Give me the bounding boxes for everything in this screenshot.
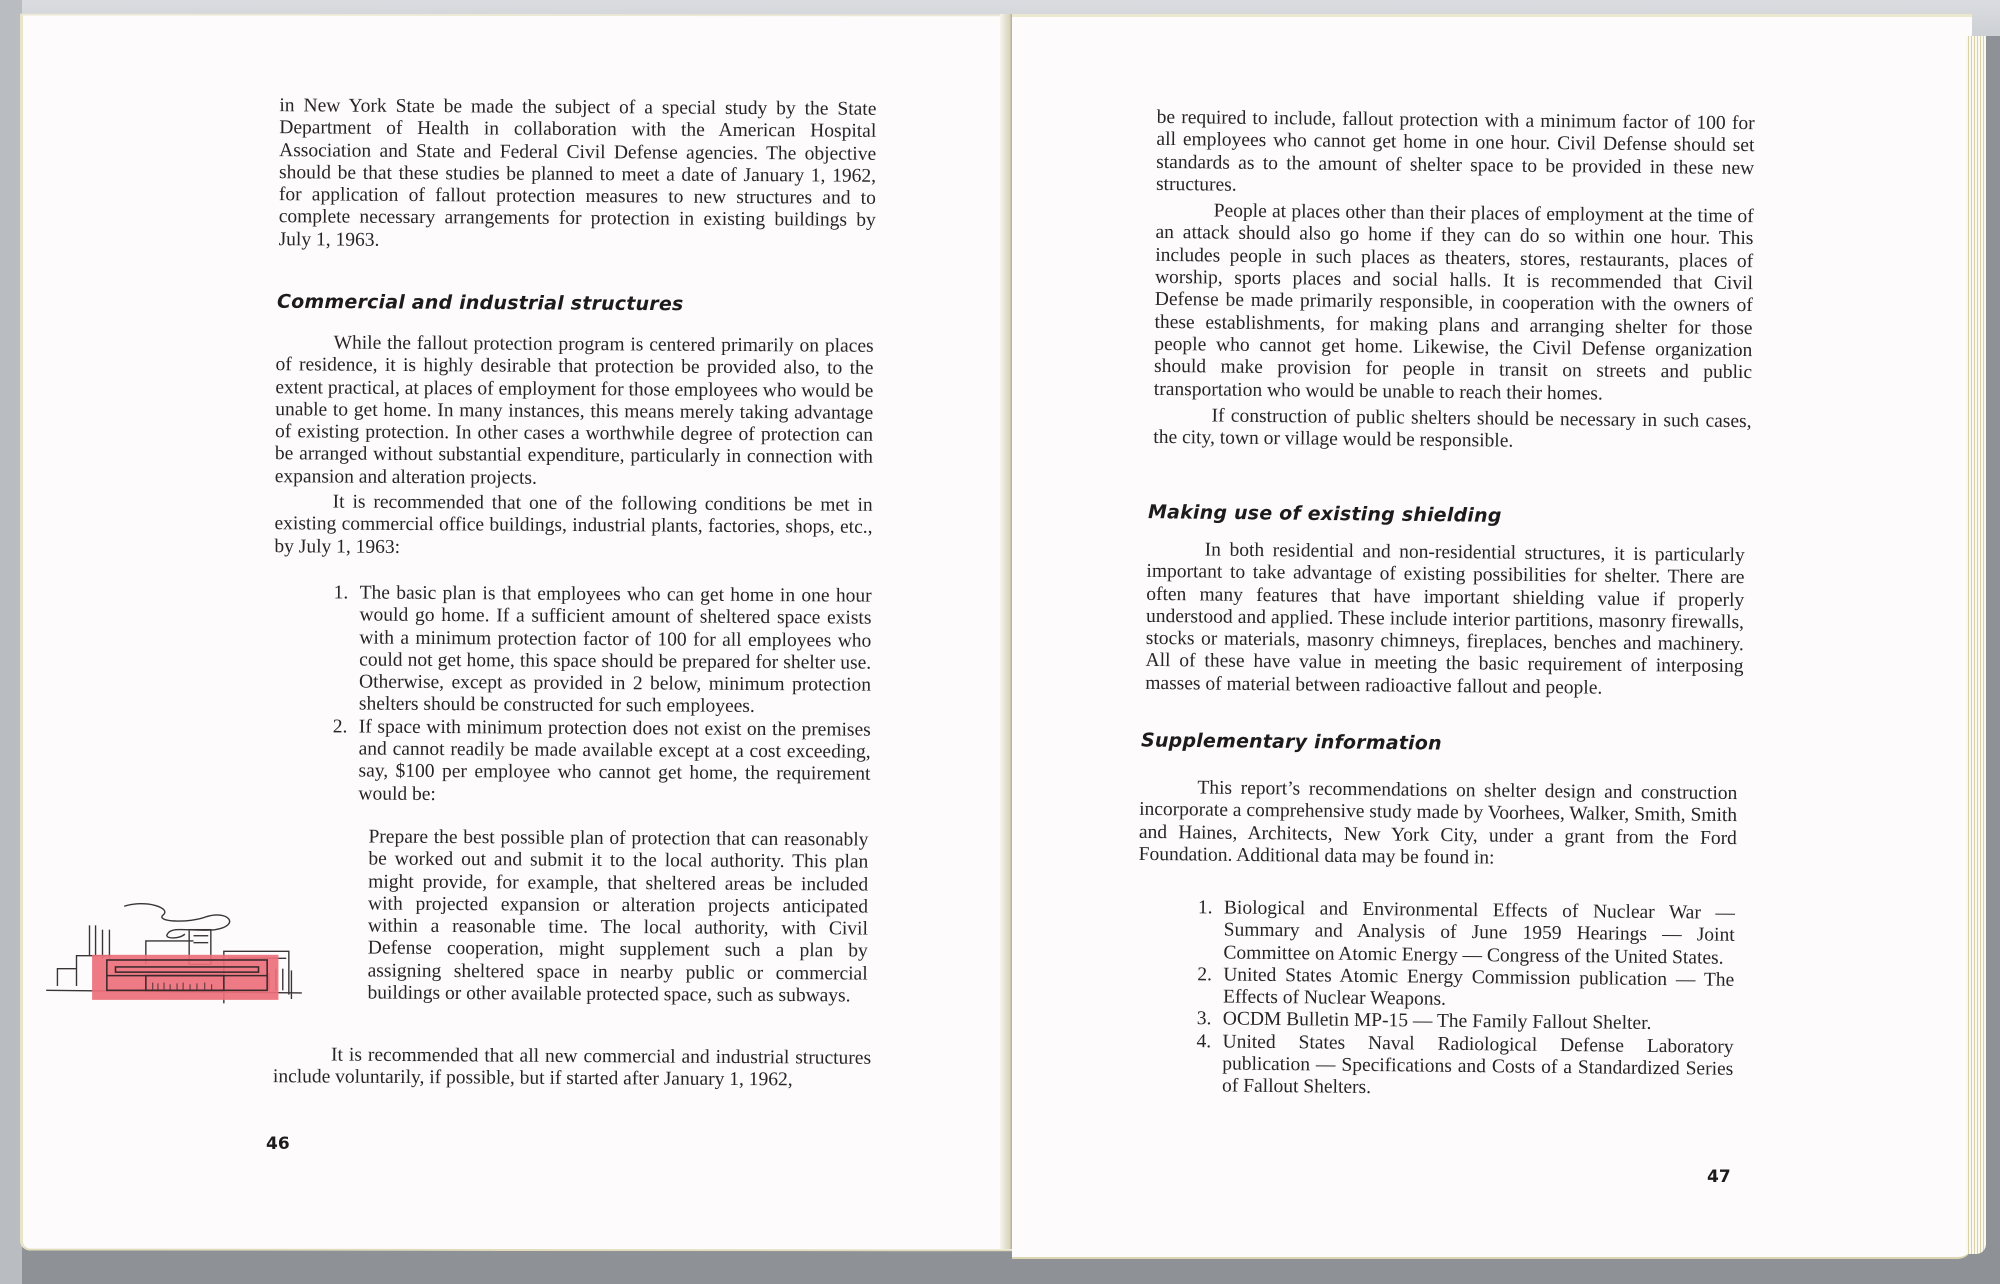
commercial-paragraph-2: It is recommended that one of the following conditions be met in existing commercial office buildings, industrial plants, factories, shops, etc., by July 1, 1963: bbox=[274, 491, 873, 558]
closing-paragraph bbox=[273, 1044, 871, 1092]
condition-text: If space with minimum protection does not exist on the premises and cannot readily be made available except at a cost exceeding, say, $100 per employee who cannot get home, the requirement would be: bbox=[358, 716, 871, 805]
references-list bbox=[1196, 897, 1735, 1103]
reference-text: OCDM Bulletin MP-15 — The Family Fallout Shelter. bbox=[1222, 1008, 1652, 1035]
page-number-right: 47 bbox=[1707, 1167, 1731, 1187]
condition-number: 1. bbox=[333, 582, 349, 604]
shelter-highlight-band bbox=[92, 955, 278, 1000]
right-continuation bbox=[1153, 107, 1755, 456]
section-heading-commercial: Commercial and industrial structures bbox=[276, 290, 684, 316]
reference-text: United States Naval Radiological Defense Laboratory publication — Specifications and Costs of a Standardized Series of Fallout Shelters. bbox=[1221, 1031, 1734, 1099]
condition-item-1 bbox=[333, 582, 872, 719]
section-heading-supplementary: Supplementary information bbox=[1140, 729, 1442, 755]
factory-shelter-illustration bbox=[28, 882, 333, 1012]
shielding-body bbox=[1145, 539, 1745, 701]
conditions-list bbox=[332, 582, 871, 808]
reference-item-1 bbox=[1197, 897, 1735, 970]
commercial-body bbox=[274, 332, 873, 562]
closing-text: It is recommended that all new commercial and industrial structures include voluntarily, if possible, but if started after January 1, 1962, bbox=[272, 1044, 872, 1091]
condition-text: The basic plan is that employees who can get home in one hour would go home. If a sufficient amount of sheltered space exists with a minimum protection factor of 100 for all employees who could not get home, this space should be prepared for shelter use. Otherwise, except as provided in 2 below, minimum protection shelters should be constructed for such employees. bbox=[358, 582, 872, 718]
commercial-paragraph-1: While the fallout protection program is centered primarily on places of residence, it is highly desirable that protection be provided also, to the extent practical, at places of employment for those employees who would be unable to get home. In many instances, this means merely taking advantage of existing protection. In other cases a worthwhile degree of protection can be arranged without substantial expenditure, particularly in connection with expansion and alteration projects. bbox=[274, 332, 874, 489]
reference-number: 3. bbox=[1196, 1008, 1212, 1030]
continuation-paragraph-3: If construction of public shelters should be necessary in such cases, the city, town or village would be responsible. bbox=[1153, 405, 1752, 452]
scanner-background-left bbox=[0, 0, 22, 1284]
condition-item-2 bbox=[332, 716, 871, 808]
reference-item-4 bbox=[1196, 1031, 1734, 1104]
page-number-left: 46 bbox=[266, 1134, 290, 1154]
condition-number: 2. bbox=[332, 716, 348, 738]
requirement-quote-text: Prepare the best possible plan of protection that can reasonably be worked out and submit it to the local authority. This plan might provide, for example, that sheltered areas be included with projected expansion or alteration projects anticipated within a reasonable time. The local authority, with Civil Defense cooperation, might supplement such a plan by assigning sheltered space in nearby public or commercial buildings or other available protected space, such as subways. bbox=[367, 826, 869, 1007]
reference-number: 2. bbox=[1197, 964, 1212, 986]
left-intro-paragraph bbox=[279, 95, 877, 255]
reference-number: 1. bbox=[1197, 897, 1213, 919]
requirement-quote bbox=[367, 826, 868, 1007]
reference-text: United States Atomic Energy Commission publication — The Effects of Nuclear Weapons. bbox=[1222, 964, 1735, 1010]
reference-item-2 bbox=[1197, 964, 1734, 1014]
supplementary-body bbox=[1139, 777, 1738, 872]
section-heading-shielding: Making use of existing shielding bbox=[1147, 501, 1502, 527]
page-edges bbox=[1966, 36, 1986, 1254]
continuation-paragraph-1: be required to include, fallout protection with a minimum factor of 100 for all employees who cannot get home in one hour. Civil Defense should set standards as to the amount of shelter space to be provided in these new structures. bbox=[1155, 106, 1755, 196]
smoke-icon bbox=[124, 904, 229, 938]
continuation-paragraph-2: People at places other than their places of employment at the time of an attack should also go home if they can do so within one hour. This includes people in such places as theaters, stores, restaurants, places of worship, sports places and social halls. It is recommended that Civil Defense be made primarily responsible, in cooperation with the owners of these establishments, for making plans and arranging shelter for those people who cannot get home. Likewise, the Civil Defense organization should make provision for people in transit on streets and public transportation who would be unable to reach their homes. bbox=[1153, 200, 1754, 405]
reference-text: Biological and Environmental Effects of Nuclear War — Summary and Analysis of June 1959 Hearings — Joint Committee on Atomic Energy — Congress of the United States. bbox=[1223, 897, 1736, 969]
intro-text: in New York State be made the subject of a special study by the State Department of Health in collaboration with the American Hospital Association and State and Federal Civil Defense agencies. The objective should be that these studies be planned to meet a date of January 1, 1962, for application of fallout protection measures to new structures and to complete necessary arrangements for protection in existing buildings by July 1, 1963. bbox=[278, 95, 877, 251]
shielding-paragraph: In both residential and non-residential structures, it is particularly important to take advantage of existing possibilities for shelter. There are often many features that have important shielding value if properly understood and applied. These include interior partitions, masonry firewalls, stocks or materials, masonry chimneys, fireplaces, benches and machinery. All of these have value in meeting the basic requirement of interposing masses of material between radioactive fallout and people. bbox=[1145, 539, 1745, 699]
reference-number: 4. bbox=[1196, 1030, 1212, 1053]
supplementary-paragraph: This report’s recommendations on shelter design and construction incorporate a comprehensive study made by Voorhees, Walker, Smith, Smith and Haines, Architects, New York City, under a grant from the Ford Foundation. Additional data may be found in: bbox=[1138, 777, 1738, 869]
